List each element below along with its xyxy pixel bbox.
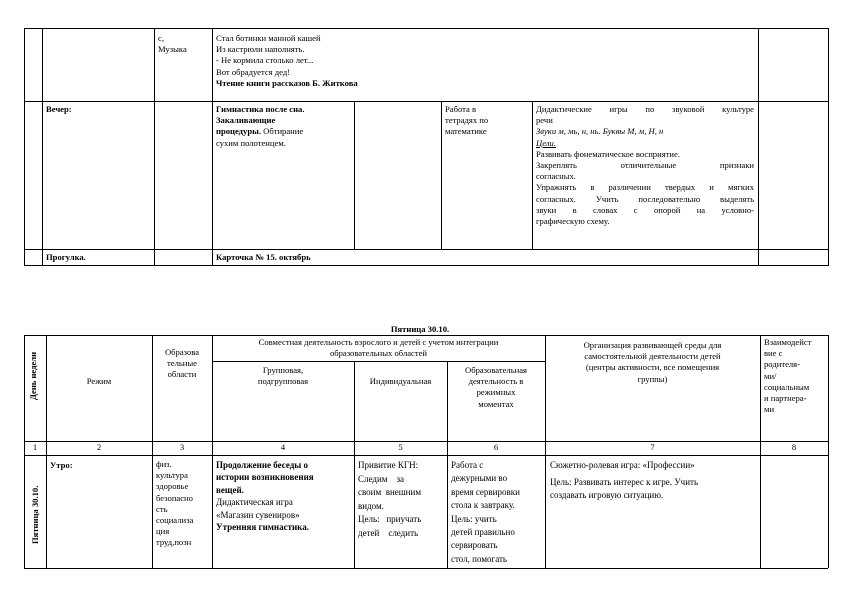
header-interaction-line: и партнера- bbox=[764, 393, 807, 404]
poem-line: - Не кормила столько лет... bbox=[216, 55, 314, 66]
header-env-line: (центры активности, все помещения bbox=[585, 362, 720, 373]
header-edu-line: области bbox=[167, 369, 197, 380]
header-env-line: Организация развивающей среды для bbox=[583, 340, 722, 350]
didactic-line: звуки в словах с опорой на условно- bbox=[536, 204, 754, 215]
morning-routine-line: время сервировки bbox=[451, 486, 520, 497]
didactic-line: Упражнять в различении твердых и мягких bbox=[536, 182, 754, 193]
morning-individual-line: детей следить bbox=[358, 527, 419, 538]
didactic-sounds: Звуки м, мь, н, нь. Буквы М, м, Н, н bbox=[536, 126, 664, 137]
row1-areas bbox=[158, 33, 187, 55]
evening-line: Закаливающие bbox=[216, 115, 276, 126]
header-day-of-week: День недели bbox=[28, 351, 38, 400]
morning-individual bbox=[358, 459, 421, 541]
morning-label: Утро: bbox=[50, 460, 73, 470]
header-routine-line: моментах bbox=[478, 398, 514, 409]
column-number: 2 bbox=[96, 442, 102, 452]
reading-line: Чтение книги рассказов Б. Житкова bbox=[216, 77, 358, 88]
walk-card: Карточка № 15. октябрь bbox=[216, 252, 311, 262]
evening-line bbox=[216, 126, 305, 137]
morning-area-line: культура bbox=[156, 470, 188, 481]
evening-label: Вечер: bbox=[46, 104, 72, 114]
morning-individual-line: своим внешним bbox=[358, 487, 422, 498]
didactic-line: согласных. bbox=[536, 171, 576, 182]
header-joint-line: образовательных областей bbox=[329, 348, 428, 359]
header-interaction-line: социальным bbox=[764, 381, 810, 392]
column-number: 5 bbox=[398, 442, 403, 452]
morning-area-line: ция bbox=[156, 526, 170, 537]
morning-group-line: Продолжение беседы о bbox=[216, 460, 309, 470]
header-env-line: группы) bbox=[637, 373, 668, 384]
row1-poem bbox=[216, 33, 358, 89]
header-group-line: Групповая, bbox=[262, 365, 304, 375]
header-routine-line: режимных bbox=[476, 387, 516, 398]
column-number: 4 bbox=[280, 442, 286, 452]
morning-area-line: труд,позн bbox=[156, 537, 192, 548]
morning-routine-line: стол, помогать bbox=[451, 553, 508, 564]
header-interaction-line: вие с bbox=[764, 348, 783, 359]
poem-line: Из кастрюли наполнять. bbox=[216, 44, 305, 55]
header-routine bbox=[447, 365, 545, 410]
header-interaction-line: Взаимодейст bbox=[764, 337, 812, 347]
column-number: 1 bbox=[32, 442, 38, 452]
evening-line-rest: Обтирание bbox=[260, 126, 304, 137]
morning-routine-line: Работа с bbox=[451, 460, 484, 470]
didactic-line: Дидактические игры по звуковой культуре bbox=[536, 104, 754, 114]
morning-area-line: физ. bbox=[156, 459, 172, 469]
header-env-line: самостоятельной деятельности детей bbox=[584, 351, 721, 362]
header-edu-areas bbox=[152, 347, 212, 381]
header-individual: Индивидуальная bbox=[369, 376, 432, 386]
didactic-line: графическую схему. bbox=[536, 216, 610, 227]
header-group bbox=[212, 365, 354, 387]
header-routine-line: Образовательная bbox=[464, 365, 527, 375]
header-interaction-line: ми bbox=[764, 404, 775, 415]
row1-areas-line: Музыка bbox=[158, 44, 187, 55]
column-number: 3 bbox=[179, 442, 185, 452]
header-mode: Режим bbox=[86, 376, 112, 386]
evening-line: Гимнастика после сна. bbox=[216, 104, 305, 114]
morning-group-line: истории возникновения bbox=[216, 472, 314, 483]
header-environment bbox=[545, 340, 760, 385]
morning-gymnastics: Утренняя гимнастика. bbox=[216, 522, 309, 533]
header-interaction-line: родителя- bbox=[764, 359, 800, 370]
column-number: 6 bbox=[493, 442, 499, 452]
morning-area-line: безопасно bbox=[156, 492, 193, 503]
morning-routine bbox=[451, 459, 520, 566]
morning-area-line: социализа bbox=[156, 515, 194, 526]
didactic-goal-label: Цели. bbox=[536, 137, 556, 148]
didactic-line: Закреплять отличительные признаки bbox=[536, 160, 754, 171]
poem-line: Вот обрадуется дед! bbox=[216, 66, 291, 77]
evening-gymnastics bbox=[216, 104, 305, 149]
morning-day: Пятница 30.10. bbox=[30, 485, 40, 544]
math-line: Работа в bbox=[445, 104, 477, 114]
column-number: 7 bbox=[650, 442, 655, 452]
morning-area-line: сть bbox=[156, 503, 168, 514]
evening-line: сухим полотенцем. bbox=[216, 137, 286, 148]
header-interaction-line: ми/ bbox=[764, 370, 777, 381]
column-number: 8 bbox=[791, 442, 797, 452]
morning-individual-line: Цель: приучать bbox=[358, 514, 422, 525]
didactic-line: речи bbox=[536, 115, 553, 126]
poem-line: Стал ботинки манной кашей bbox=[216, 33, 321, 43]
evening-line-bold: процедуры. bbox=[216, 126, 261, 137]
morning-environment bbox=[550, 459, 698, 503]
morning-group-line: Дидактическая игра bbox=[216, 497, 293, 508]
day-title: Пятница 30.10. bbox=[390, 324, 450, 334]
morning-routine-line: сервировать bbox=[451, 540, 498, 551]
morning-env-line: создавать игровую ситуацию. bbox=[550, 490, 664, 501]
header-edu-line: тельные bbox=[167, 358, 197, 369]
didactic-line: согласных. Учить последовательно выделять bbox=[536, 193, 754, 204]
evening-math bbox=[445, 104, 488, 138]
math-line: тетрадях по bbox=[445, 115, 489, 126]
header-edu-line: Образова bbox=[164, 347, 200, 357]
walk-label: Прогулка. bbox=[46, 252, 86, 262]
header-group-line: подгрупповая bbox=[257, 376, 309, 387]
math-line: математике bbox=[445, 126, 487, 137]
morning-edu-areas bbox=[156, 459, 193, 549]
header-joint-activity bbox=[212, 337, 545, 359]
morning-group-activity bbox=[216, 459, 314, 533]
morning-routine-line: дежурными во bbox=[451, 473, 508, 484]
header-routine-line: деятельность в bbox=[468, 376, 524, 387]
morning-group-line: вещей. bbox=[216, 484, 244, 495]
evening-didactic bbox=[536, 104, 754, 227]
morning-env-line: Сюжетно-ролевая игра: «Профессии» bbox=[550, 460, 695, 470]
morning-group-line: «Магазин сувениров» bbox=[216, 509, 300, 520]
header-interaction bbox=[764, 337, 811, 415]
header-joint-line: Совместная деятельность взрослого и детей с учетом интеграции bbox=[258, 337, 499, 347]
morning-individual-line: Следим за bbox=[358, 473, 405, 484]
didactic-line: Развивать фонематическое восприятие. bbox=[536, 148, 680, 159]
morning-routine-line: Цель: учить bbox=[451, 513, 497, 524]
morning-individual-line: видом. bbox=[358, 500, 384, 511]
morning-env-line: Цель: Развивать интерес к игре. Учить bbox=[550, 476, 699, 487]
morning-routine-line: детей правильно bbox=[451, 527, 515, 538]
morning-routine-line: стола к завтраку. bbox=[451, 500, 515, 511]
morning-area-line: здоровье bbox=[156, 481, 189, 492]
morning-individual-line: Привитие КГН: bbox=[358, 460, 419, 470]
row1-areas-line: с, bbox=[158, 33, 164, 43]
